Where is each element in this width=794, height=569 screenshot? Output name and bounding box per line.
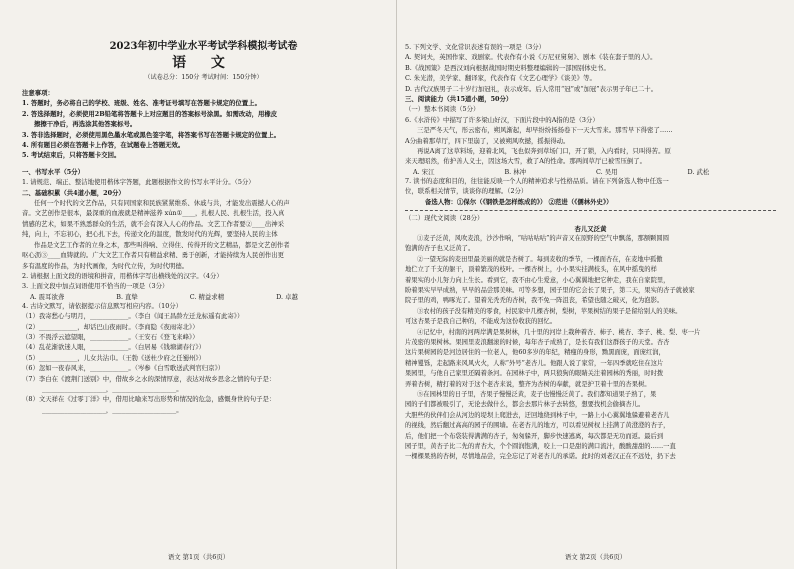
choice-b: B. 林冲: [504, 167, 527, 176]
essay-line: 可这杏果子是我自己种的，不能成为这份收获的回忆。: [405, 318, 557, 326]
passage-line: 作品是文艺工作者的立身之本，那些叫得响、立得住、传得开的文艺精品，都是文艺创作者: [34, 240, 290, 249]
question-7-cont: 位，联系相关情节，谈谈你的理解。（2分）: [405, 187, 528, 196]
essay-line: 园的子们都被吸引了，无论去做什么，都会去那片林子去转悠，想要找机会偷摘杏儿。: [405, 401, 645, 409]
exam-meta: （试卷总分：150分 考试时间：150分钟）: [144, 74, 263, 81]
passage-line: 呕心沥③____血铸就的。广大文艺工作者只有精益求精、勇于创新，才能持续为人民创作出更: [22, 251, 285, 260]
sub-heading: （一）整本书阅读（5分）: [405, 105, 480, 114]
recitation-item: （4）乱花渐欲迷人眼，____________。（白居易《钱塘湖春行》）: [22, 343, 205, 352]
essay-line: 园子里，黄杏子比二先的青杏大，个个圆润饱满，咬上一口是甜的满口流汁，酸酸甜甜的……一直: [405, 443, 676, 451]
notice-item: 1. 答题时，务必将自己的学校、班级、姓名、准考证号填写在答题卡规定的位置上。: [22, 99, 261, 108]
answer-blank: ____________________，____________________。: [42, 405, 183, 414]
recitation-item: （3）不畏浮云遮望眼，____________。（王安石《登飞来峰》）: [22, 332, 199, 341]
essay-line: 果园里，与他自己家里还隔着条河。在园林子中，两只狼狗的眼睛关注着园林的秀丽，时时拨: [405, 370, 664, 378]
essay-line: 弄着杏树，精打着的对于这个老杏来说，整齐为杏树的奉献，就是护卫着十里的杏果树。: [405, 380, 651, 388]
answer-blank: ____________________，____________________。: [42, 384, 183, 393]
page-footer: 语文 第1页（共6页）: [167, 553, 230, 561]
choice-b: B. 直挚: [116, 292, 138, 301]
essay-title: 杏儿又泛黄: [574, 224, 607, 233]
question-3-choices: [22, 292, 385, 301]
choice-line: A. 契诃夫，英国作家、戏剧家。代表作有小说《万尼亚舅舅》、剧本《装在套子里的人》。: [405, 53, 657, 62]
notice-item: 擦擦干净后，再选涂其他答案标号。: [34, 120, 137, 129]
essay-line: 精神矍铄，走起路来风风火火，人称“外号”老杏儿。他跟人说了家常，一年四季就吃住在这片: [405, 359, 664, 367]
page-2: [397, 0, 794, 569]
notice-item: 3. 答非选择题时，必须使用黑色墨水笔或黑色签字笔，将答案书写在答题卡规定的位置上。: [22, 130, 281, 139]
choice-a: A. 震耳欲聋: [30, 292, 65, 301]
choice-line: B.《战国策》是西汉刘向根据战国时期史料整理编辑的一部国别体史书。: [405, 63, 610, 72]
choice-c: C. 吴用: [596, 167, 618, 176]
excerpt-line: 再说A离了这草料场，迎着北风，飞也似奔到草场门口，开了锁，入内看时，只叫得苦。原: [417, 147, 671, 156]
question-2: 2. 请根据上面文段的语境和拼音，用楷体字写出横线处的汉字。（4分）: [22, 271, 223, 280]
essay-line: 的视线，然后翻过高高的园子的围墙。在老杏儿的地方，可以看见树杈上挂满了黄澄澄的杏子，: [405, 422, 670, 430]
recitation-item: （5）____________，儿女共沾巾。（王勃《送杜少府之任蜀州》）: [22, 353, 205, 362]
recitation-item: （8）文天祥在《过零丁洋》中，借用比喻来写出形势和情况的危急，感慨身世的句子是：: [22, 395, 276, 404]
essay-line: ⑤在园林里的日子里，杏果子慢慢泛黄，麦子也慢慢泛黄了。我们都知道果子熟了，果: [417, 391, 657, 398]
passage-line: 纯，向上，不忘初心，把心扎下去，传递文化的温度，散发时代的光辉，要坚持人民的主体: [22, 230, 278, 239]
passage-line: 任何一个时代的文艺作品，只有同国家和民族紧紧维系、休戚与共，才能发出震撼人心的声: [34, 199, 290, 208]
essay-line: ③农村的孩子没有精美的零食，村民家中几棵杏树，梨树，苹果树结的果子是留给别人的美味。: [417, 307, 682, 315]
recitation-item: （6）忽如一夜春风来，____________。（岑参《白雪歌送武判官归京》）: [22, 364, 225, 373]
choice-line: D. 古代汉族男子二十岁行加冠礼，表示成年。后人常用“冠”或“加冠”表示男子年已二十。: [405, 84, 658, 93]
question-6-choices: [405, 167, 776, 176]
question-6: 6.《水浒传》中描写了许多梁山好汉，下面片段中的A指的是（3分）: [405, 115, 599, 124]
essay-line: 大胆些的伙伴们会从河边的堤坝上爬进去，迂回地绕到林子中，一路上小心翼翼地躲避着老杏儿: [405, 411, 670, 419]
passage-line: 音。文艺创作是很本，最深重的血液就是精神滋养 xún①____，扎根人民、扎根生活，投入真: [22, 209, 285, 218]
essay-line: 这片果树园的是河边居住的一位老人，他60多岁的年纪，精瘦的身形，黝黑面庞，面庞红润，: [405, 349, 665, 357]
question-5: 5. 下列文学、文化常识表述有误的一项是（3分）: [405, 43, 546, 51]
notice-item: 2. 答选择题时，必须使用2B铅笔将答题卡上对应题目的答案标号涂黑。如需改动，用橡皮: [22, 109, 278, 118]
essay-line: 着果实的小儿努力向上生长。看到它，我不由心生爱意，小心翼翼地把它种走，我在自家院里，: [405, 276, 670, 284]
divider: [405, 210, 776, 211]
choice-d: D. 卓越: [276, 292, 298, 301]
question-4: 4. 古诗文默写，请依据提示信息默写相应内容。（10分）: [22, 301, 183, 310]
candidate-list: 备选人物：①保尔（《钢铁是怎样炼成的》） ②范进（《儒林外史》）: [425, 197, 613, 206]
question-7: 7. 读书的态度和目的，往往能反映一个人的精神追求与性格品质。请在下列备选人物中任选一: [405, 176, 669, 185]
essay-line: ④记忆中，村南的河两岸满是果树林，几十里的河岸上栽种着杏、柿子、桃杏、李子、桃、梨、枣一片: [417, 328, 701, 336]
section-heading: 一、书写水平（5分）: [22, 167, 84, 176]
essay-line: 地伫立了千支的躯干，顶着繁茂的枝叶。一棵杏树上，小小果实挂满枝头，在风中摇曳的样: [405, 266, 657, 274]
section-heading: 三、阅读能力（共15道小题，50分）: [405, 95, 513, 104]
notice-heading: 注意事项：: [22, 89, 54, 97]
choice-a: A. 宋江: [413, 167, 435, 176]
passage-line: 多有温度的作品，为时代画像，为时代立传，为时代明德。: [22, 261, 189, 270]
subject-title: 语 文: [172, 55, 235, 71]
sub-heading: （二）现代文阅读（28分）: [405, 214, 484, 223]
essay-line: 片茂密的果树林。果园里麦浪翻滚的时候，每年杏子成熟了，是长有我们这群孩子的天堂。杏杏: [405, 338, 670, 346]
excerpt-line: 来天理昭然，佑护善人义士，因这场大雪，救了A的性命。那两间草厅已被雪压倒了。: [405, 157, 647, 166]
choice-d: D. 武松: [687, 167, 710, 176]
notice-item: 4. 所有题目必须在答题卡上作答，在试题卷上答题无效。: [22, 141, 185, 150]
question-1: 1. 请规范、端正、整洁地使用楷体字答题，此题根据作文的书写水平计分。（5分）: [22, 178, 255, 187]
essay-line: 院子里的鸡，鸭啄光了。望着光秃秃的杏树，我不免一阵沮丧，希望也随之破灭，化为泡影。: [405, 297, 664, 305]
question-3: 3. 上面文段中加点词语使用不恰当的一项是（3分）: [22, 282, 169, 291]
essay-line: 一棵棵果熟的杏树，尽情地品尝，完全忘记了对老杏儿的承诺。此时的刘老汉正在不远处，扔下去: [405, 453, 676, 461]
essay-line: ②一望无际的麦田里最美丽的就是杏树了。每到麦收的季节，一棵面杏在，在麦地中孤傲: [417, 255, 663, 263]
exam-title: 2023年初中学业水平考试学科模拟考试卷: [109, 41, 298, 52]
passage-line: 情感的艺术，如果不熟悉群众的生活，就不会有深入人心的作品。文艺工作者要②____出神采: [22, 219, 285, 228]
essay-line: 后，他们把一个布袋装得满满的杏子，匆匆躲开，脚步快速逃离，每次都是无功而返。最后到: [405, 432, 664, 440]
recitation-item: （2）____________，却话巴山夜雨时。（李商隐《夜雨寄北》）: [22, 322, 199, 331]
choice-c: C. 精益求精: [189, 292, 225, 301]
page-footer: 语文 第2页（共6页）: [564, 553, 627, 561]
notice-item: 5. 考试结束后，只将答题卡交回。: [22, 151, 121, 160]
essay-line: 盼着果实早早成熟，早早的品尝那美味。可等多想，园子里的它会长了果子，第二天，果实的杏子就被家: [405, 286, 695, 294]
section-heading: 二、基础积累（共4道小题，20分）: [22, 188, 125, 197]
recitation-item: （7）李白在《渡荆门送别》中，借故乡之水的深情厚意，表达对故乡思念之情的句子是：: [22, 374, 276, 383]
recitation-item: （1）我寄愁心与明月，____________。（李白《闻王昌龄左迁龙标遥有此寄》）: [22, 312, 244, 321]
excerpt-line: 三是严冬天气，彤云密布，朔风渐起，却早纷纷扬扬卷下一天大雪来。那雪早下得密了……: [417, 126, 673, 135]
choice-line: C. 朱光潜，美学家、翻译家，代表作有《文艺心理学》《谈美》等。: [405, 74, 596, 83]
essay-line: 饱满的杏子也又泛黄了。: [405, 245, 475, 253]
excerpt-line: A分曲着那草厅，四下里崩了，又被朔风吹撼，摇振得动。: [405, 136, 570, 145]
essay-line: ①麦子泛黄，风吹麦浪，沙沙作响，“咕咕咕咕”的声音又在原野的空气中飘荡，那额颗圆圆: [417, 234, 670, 242]
